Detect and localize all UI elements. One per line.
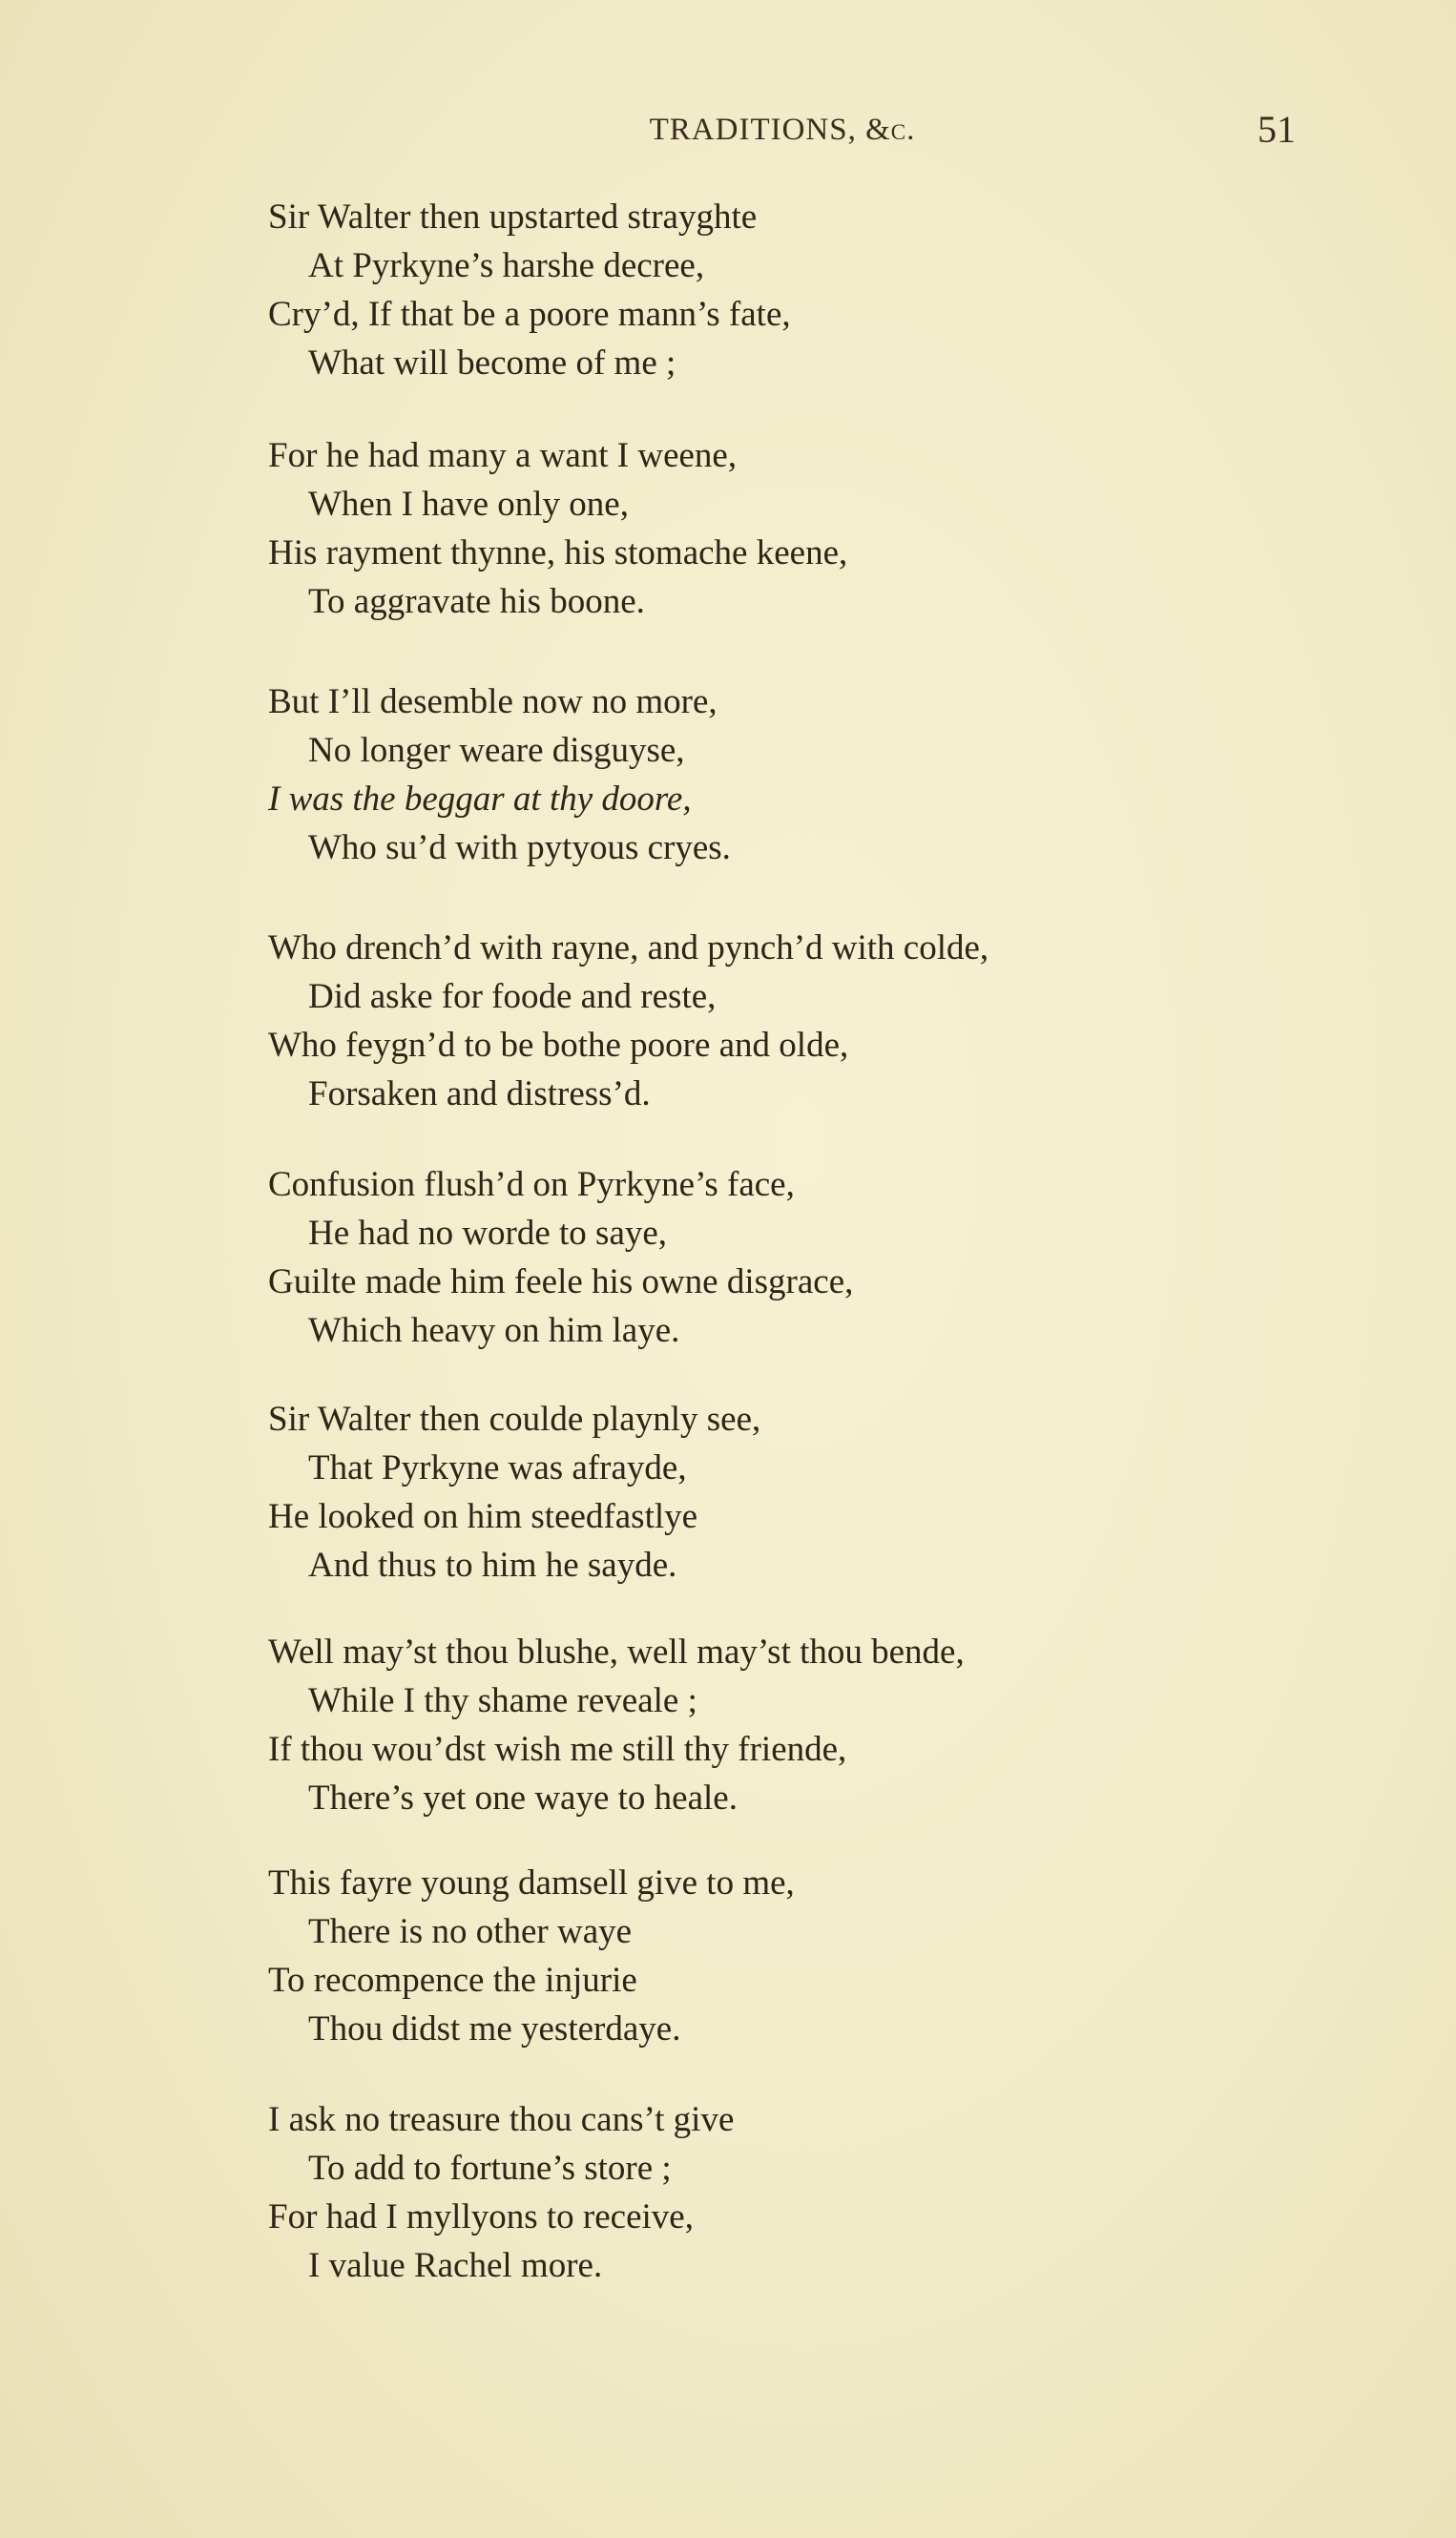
verse-line: This fayre young damsell give to me, [268,1863,795,1903]
verse-line: If thou wou’dst wish me still thy friende, [268,1730,847,1769]
verse-line: Who drench’d with rayne, and pynch’d with colde, [268,928,989,967]
verse-line: Guilte made him feele his owne disgrace, [268,1262,854,1301]
running-title: TRADITIONS, &c. [649,113,916,147]
verse-line: For had I myllyons to receive, [268,2197,694,2236]
verse-line: I ask no treasure thou cans’t give [268,2100,735,2139]
verse-line: To aggravate his boone. [308,582,645,621]
stanza-6 [268,1395,1394,1590]
stanza-8 [268,1859,1394,2053]
stanza-5 [268,1160,1394,1355]
page-number: 51 [1258,108,1296,151]
verse-line: Cry’d, If that be a poore mann’s fate, [268,295,791,334]
stanza-4 [268,924,1394,1118]
verse-line: Well may’st thou blushe, well may’st thou bende, [268,1633,965,1672]
verse-line: Sir Walter then upstarted strayghte [268,198,758,237]
stanza-7 [268,1628,1394,1822]
verse-line: He looked on him steedfastlye [268,1497,698,1536]
verse-line: But I’ll desemble now no more, [268,682,718,721]
verse-line-italic: I was the beggar at thy doore, [268,780,692,819]
verse-line: There’s yet one waye to heale. [308,1779,738,1818]
verse-line: Confusion flush’d on Pyrkyne’s face, [268,1165,795,1204]
verse-line: Forsaken and distress’d. [308,1074,651,1113]
verse-line: Did aske for foode and reste, [308,977,717,1016]
verse-line: His rayment thynne, his stomache keene, [268,533,848,572]
verse-line: Sir Walter then coulde playnly see, [268,1400,761,1439]
verse-line: Which heavy on him laye. [308,1311,680,1350]
verse-line: I value Rachel more. [308,2246,603,2285]
verse-line: Who su’d with pytyous cryes. [308,828,731,867]
stanza-1 [268,193,1394,387]
stanza-9 [268,2095,1394,2290]
verse-line: And thus to him he sayde. [308,1546,677,1585]
verse-line: There is no other waye [308,1912,633,1951]
stanza-2 [268,431,1394,626]
verse-line: To add to fortune’s store ; [308,2149,672,2188]
verse-line: To recompence the injurie [268,1961,637,2000]
verse-line: For he had many a want I weene, [268,436,738,475]
stanza-3 [268,677,1394,872]
verse-line: At Pyrkyne’s harshe decree, [308,246,705,285]
verse-line: What will become of me ; [308,343,676,383]
verse-line: He had no worde to saye, [308,1214,668,1253]
verse-line: Who feygn’d to be bothe poore and olde, [268,1026,849,1065]
verse-line: That Pyrkyne was afrayde, [308,1448,687,1487]
verse-line: While I thy shame reveale ; [308,1681,697,1720]
verse-line: No longer weare disguyse, [308,731,685,770]
verse-line: Thou didst me yesterdaye. [308,2009,681,2049]
verse-line: When I have only one, [308,485,629,524]
